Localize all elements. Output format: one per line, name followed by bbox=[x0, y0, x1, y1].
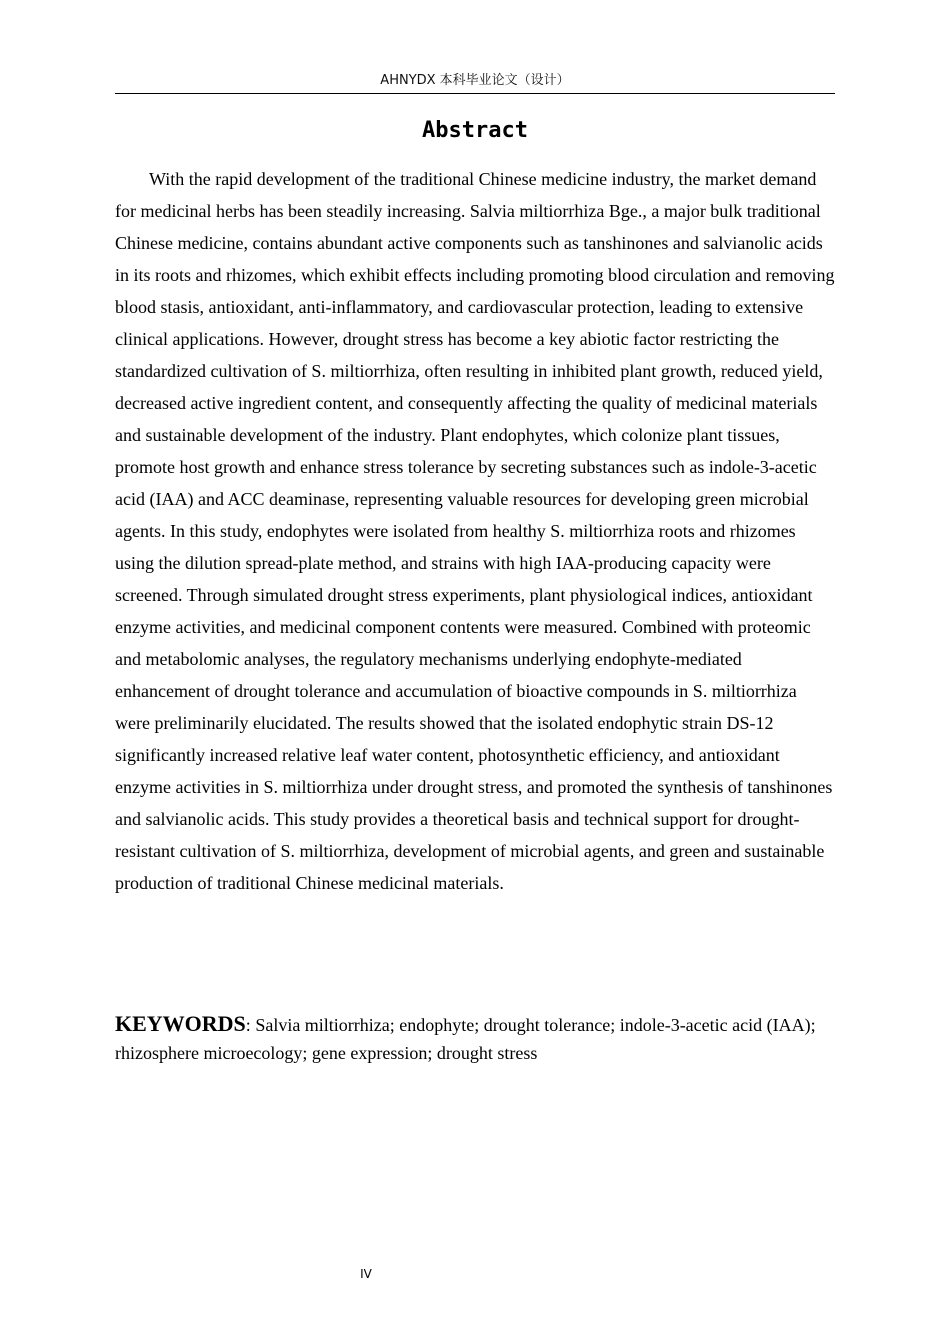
abstract-body: With the rapid development of the traditional Chinese medicine industry, the market demand for medicinal herbs has been steadily increasing. Salvia miltiorrhiza Bge., a major bulk traditional Chinese medicine, contains abundant active components such as tanshinones and salvianolic acids in its roots and rhizomes, which exhibit effects including promoting blood circulation and removing blood stasis, antioxidant, anti-inflammatory, and cardiovascular protection, leading to extensive clinical applications. However, drought stress has become a key abiotic factor restricting the standardized cultivation of S. miltiorrhiza, often resulting in inhibited plant growth, reduced yield, decreased active ingredient content, and consequently affecting the quality of medicinal materials and sustainable development of the industry. Plant endophytes, which colonize plant tissues, promote host growth and enhance stress tolerance by secreting substances such as indole-3-acetic acid (IAA) and ACC deaminase, representing valuable resources for developing green microbial agents. In this study, endophytes were isolated from healthy S. miltiorrhiza roots and rhizomes using the dilution spread-plate method, and strains with high IAA-producing capacity were screened. Through simulated drought stress experiments, plant physiological indices, antioxidant enzyme activities, and medicinal component contents were measured. Combined with proteomic and metabolomic analyses, the regulatory mechanisms underlying endophyte-mediated enhancement of drought tolerance and accumulation of bioactive compounds in S. miltiorrhiza were preliminarily elucidated. The results showed that the isolated endophytic strain DS-12 significantly increased relative leaf water content, photosynthetic efficiency, and antioxidant enzyme activities in S. miltiorrhiza under drought stress, and promoted the synthesis of tanshinones and salvianolic acids. This study provides a theoretical basis and technical support for drought-resistant cultivation of S. miltiorrhiza, development of microbial agents, and green and sustainable production of traditional Chinese medicinal materials. bbox=[115, 169, 835, 893]
abstract-title: Abstract bbox=[422, 118, 528, 143]
header-divider bbox=[115, 93, 835, 94]
keywords-separator: : bbox=[245, 1015, 256, 1035]
keywords-paragraph bbox=[115, 1010, 835, 1067]
keywords-text: Salvia miltiorrhiza; endophyte; drought tolerance; indole-3-acetic acid (IAA); rhizosphere microecology; gene expression; drought stress bbox=[115, 1015, 816, 1063]
running-header: AHNYDX 本科毕业论文（设计） bbox=[380, 73, 570, 88]
page-number: IV bbox=[360, 1267, 372, 1281]
keywords-label: KEYWORDS bbox=[115, 1011, 246, 1036]
